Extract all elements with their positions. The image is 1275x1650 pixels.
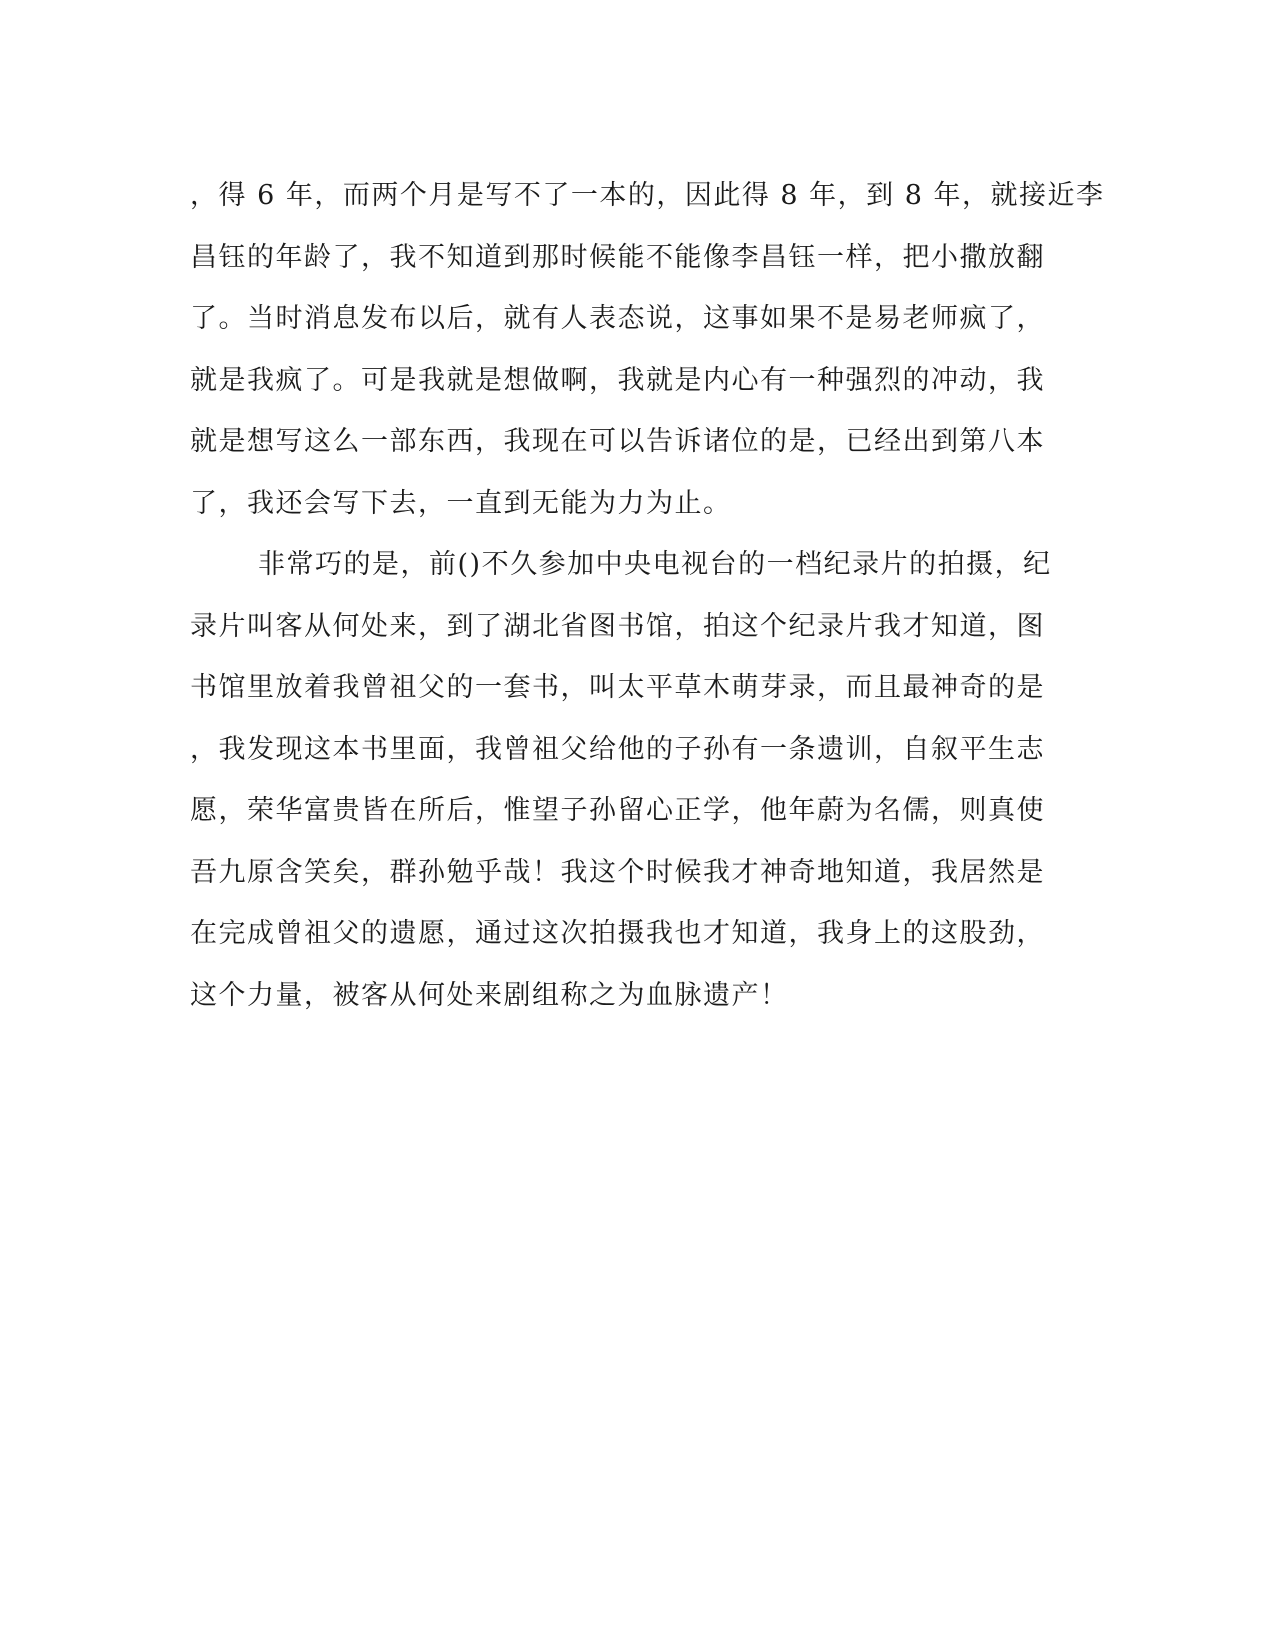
paragraph-2 (190, 534, 1090, 1026)
text-line: 了。当时消息发布以后，就有人表态说，这事如果不是易老师疯了， (190, 303, 1045, 334)
text-line: 吾九原含笑矣，群孙勉乎哉！我这个时候我才神奇地知道，我居然是 (190, 856, 1045, 888)
text-line: ，我发现这本书里面，我曾祖父给他的子孙有一条遗训，自叙平生志 (190, 733, 1045, 765)
text-line: 了，我还会写下去，一直到无能为力为止。 (190, 487, 732, 519)
text-line: 愿，荣华富贵皆在所后，惟望子孙留心正学，他年蔚为名儒，则真使 (190, 795, 1045, 826)
text-line: 就是想写这么一部东西，我现在可以告诉诸位的是，已经出到第八本 (190, 426, 1045, 457)
text-line: 非常巧的是，前()不久参加中央电视台的一档纪录片的拍摄，纪 (258, 549, 1052, 580)
text-line: 书馆里放着我曾祖父的一套书，叫太平草木萌芽录，而且最神奇的是 (190, 672, 1045, 703)
body-text (190, 165, 1105, 1026)
text-line: 就是我疯了。可是我就是想做啊，我就是内心有一种强烈的冲动，我 (190, 364, 1045, 396)
paragraph-1 (190, 165, 1105, 534)
text-line: ，得 6 年，而两个月是写不了一本的，因此得 8 年，到 8 年，就接近李 (190, 180, 1105, 211)
text-line: 昌钰的年龄了，我不知道到那时候能不能像李昌钰一样，把小撒放翻 (190, 241, 1045, 273)
text-line: 这个力量，被客从何处来剧组称之为血脉遗产！ (190, 979, 789, 1011)
text-line: 录片叫客从何处来，到了湖北省图书馆，拍这个纪录片我才知道，图 (190, 610, 1045, 642)
text-line: 在完成曾祖父的遗愿，通过这次拍摄我也才知道，我身上的这股劲， (190, 918, 1045, 949)
